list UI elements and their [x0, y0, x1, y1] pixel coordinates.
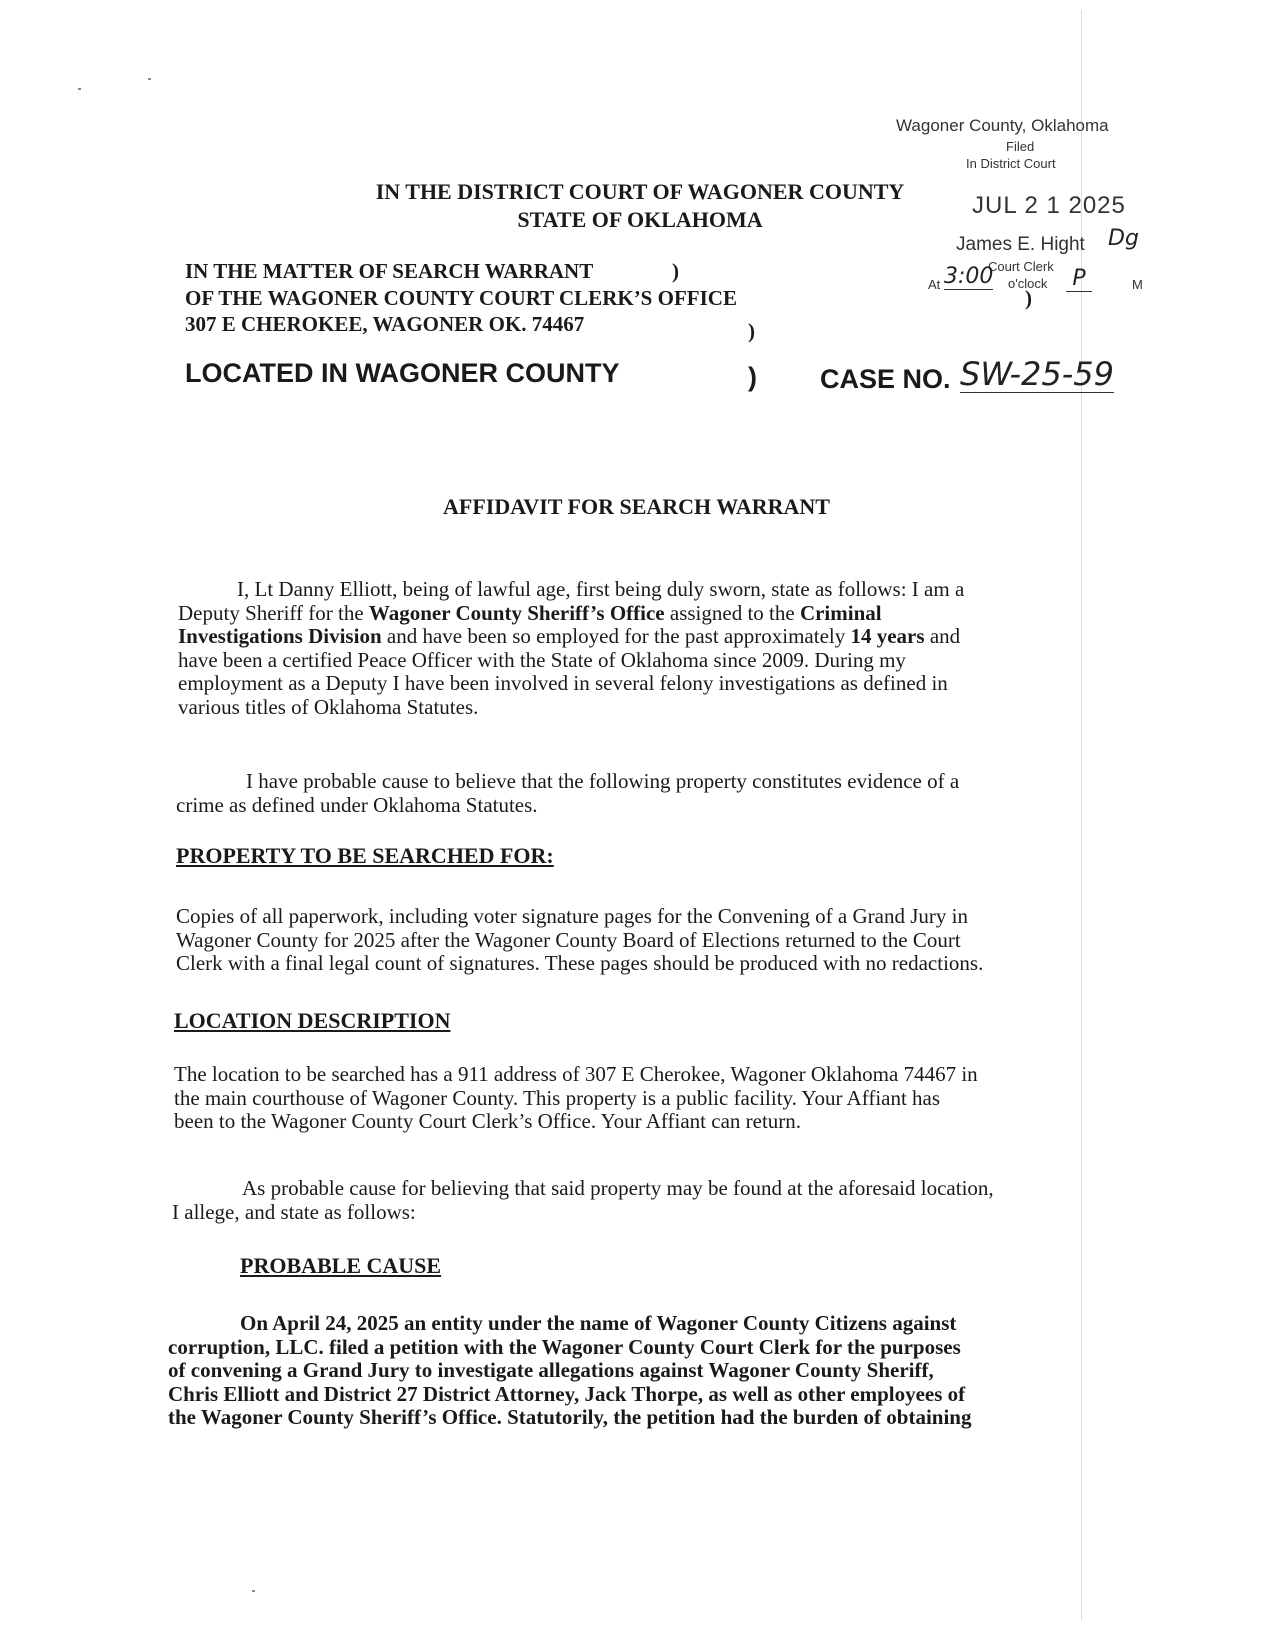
intro-text: and have been so employed for the past approximately: [381, 624, 851, 648]
stamp-at-label: At: [928, 277, 941, 292]
as-probable-line-2: I allege, and state as follows:: [172, 1199, 416, 1224]
caption-paren-4: ): [748, 362, 757, 392]
division-bold: Investigations Division: [178, 624, 382, 648]
stamp-county: Wagoner County, Oklahoma: [896, 116, 1109, 135]
caption-line-2: OF THE WAGONER COUNTY COURT CLERK’S OFFICE: [185, 286, 737, 310]
years-bold: 14 years: [850, 624, 925, 648]
document-title: AFFIDAVIT FOR SEARCH WARRANT: [443, 494, 830, 519]
court-line-1: IN THE DISTRICT COURT OF WAGONER COUNTY: [375, 179, 905, 204]
time-handwritten: 3:00: [944, 264, 994, 289]
criminal-bold: Criminal: [799, 600, 882, 625]
probable-cause-heading: PROBABLE CAUSE: [240, 1253, 442, 1278]
court-line-2: STATE OF OKLAHOMA: [517, 207, 763, 232]
stamp-in-district-court: In District Court: [966, 156, 1056, 171]
ampm-handwritten: P: [1066, 266, 1092, 292]
probable-intro-line-2: crime as defined under Oklahoma Statutes.: [176, 792, 538, 817]
property-line-2: Wagoner County for 2025 after the Wagoner County Board of Elections returned to the Court: [176, 927, 961, 952]
caption-paren-1: ): [672, 259, 679, 283]
as-probable-line-1: As probable cause for believing that said property may be found at the aforesaid location,: [242, 1176, 994, 1200]
intro-line-2: [178, 602, 1078, 626]
intro-line-6: various titles of Oklahoma Statutes.: [178, 694, 479, 719]
case-number-label: CASE NO.: [820, 364, 951, 394]
location-line-2: the main courthouse of Wagoner County. This property is a public facility. Your Affiant has: [174, 1085, 941, 1110]
scan-speck: [252, 1590, 255, 1592]
intro-text: Deputy Sheriff for the: [178, 600, 369, 625]
intro-line-4: have been a certified Peace Officer with the State of Oklahoma since 2009. During my: [178, 647, 906, 672]
intro-text: assigned to the: [664, 600, 800, 625]
stamp-clerk-name: James E. Hight: [956, 234, 1085, 255]
caption-line-3: 307 E CHEROKEE, WAGONER OK. 74467: [185, 312, 585, 336]
clerk-initials-handwritten: Dg: [1108, 226, 1139, 251]
probable-line-3: of convening a Grand Jury to investigate allegations against Wagoner County Sheriff,: [168, 1358, 934, 1382]
scan-speck: [78, 88, 81, 90]
stamp-date: JUL 2 1 2025: [972, 192, 1126, 219]
location-paragraph: [174, 1063, 1074, 1134]
probable-line-1: On April 24, 2025 an entity under the name of Wagoner County Citizens against: [240, 1311, 957, 1335]
location-line-1: The location to be searched has a 911 address of 307 E Cherokee, Wagoner Oklahoma 74467 in: [174, 1062, 978, 1086]
property-line-3: Clerk with a final legal count of signatures. These pages should be produced with no redactions.: [176, 951, 984, 975]
probable-intro-line-1: I have probable cause to believe that the following property constitutes evidence of a: [246, 769, 960, 793]
stamp-oclock-label: o'clock: [1008, 276, 1048, 291]
stamp-filed: Filed: [1006, 139, 1035, 154]
sheriffs-office-bold: Wagoner County Sheriff’s Office: [368, 600, 665, 625]
property-line-1: Copies of all paperwork, including voter signature pages for the Convening of a Grand Jury in: [176, 904, 968, 928]
location-heading: LOCATION DESCRIPTION: [174, 1008, 451, 1033]
scan-speck: [148, 78, 151, 80]
stamp-clerk-title: Court Clerk: [988, 259, 1054, 274]
located-in-county: LOCATED IN WAGONER COUNTY: [185, 358, 620, 388]
property-heading: PROPERTY TO BE SEARCHED FOR:: [176, 843, 554, 868]
probable-line-2: corruption, LLC. filed a petition with the Wagoner County Court Clerk for the purposes: [168, 1334, 961, 1359]
probable-cause-paragraph: [168, 1312, 1078, 1430]
caption-line-1: IN THE MATTER OF SEARCH WARRANT: [185, 259, 594, 283]
intro-line-3: [178, 625, 1078, 649]
location-line-3: been to the Wagoner County Court Clerk’s Office. Your Affiant can return.: [174, 1109, 802, 1133]
intro-line-1: I, Lt Danny Elliott, being of lawful age, first being duly sworn, state as follows: I am a: [237, 577, 965, 601]
property-paragraph: [176, 905, 1076, 976]
intro-line-5: employment as a Deputy I have been involved in several felony investigations as defined in: [178, 671, 948, 695]
case-number-handwritten: SW-25-59: [960, 355, 1114, 393]
stamp-m-label: M: [1132, 277, 1143, 292]
court-heading: [340, 178, 940, 234]
probable-line-5: the Wagoner County Sheriff’s Office. Statutorily, the petition had the burden of obtaining: [168, 1405, 972, 1429]
probable-intro-paragraph: [176, 770, 1076, 817]
caption-paren-2: ): [1025, 286, 1032, 310]
intro-text: and: [924, 624, 961, 648]
caption-paren-3: ): [748, 319, 755, 343]
probable-line-4: Chris Elliott and District 27 District Attorney, Jack Thorpe, as well as other employees of: [168, 1381, 966, 1406]
as-probable-paragraph: [172, 1177, 1072, 1224]
intro-paragraph: [178, 578, 1078, 719]
